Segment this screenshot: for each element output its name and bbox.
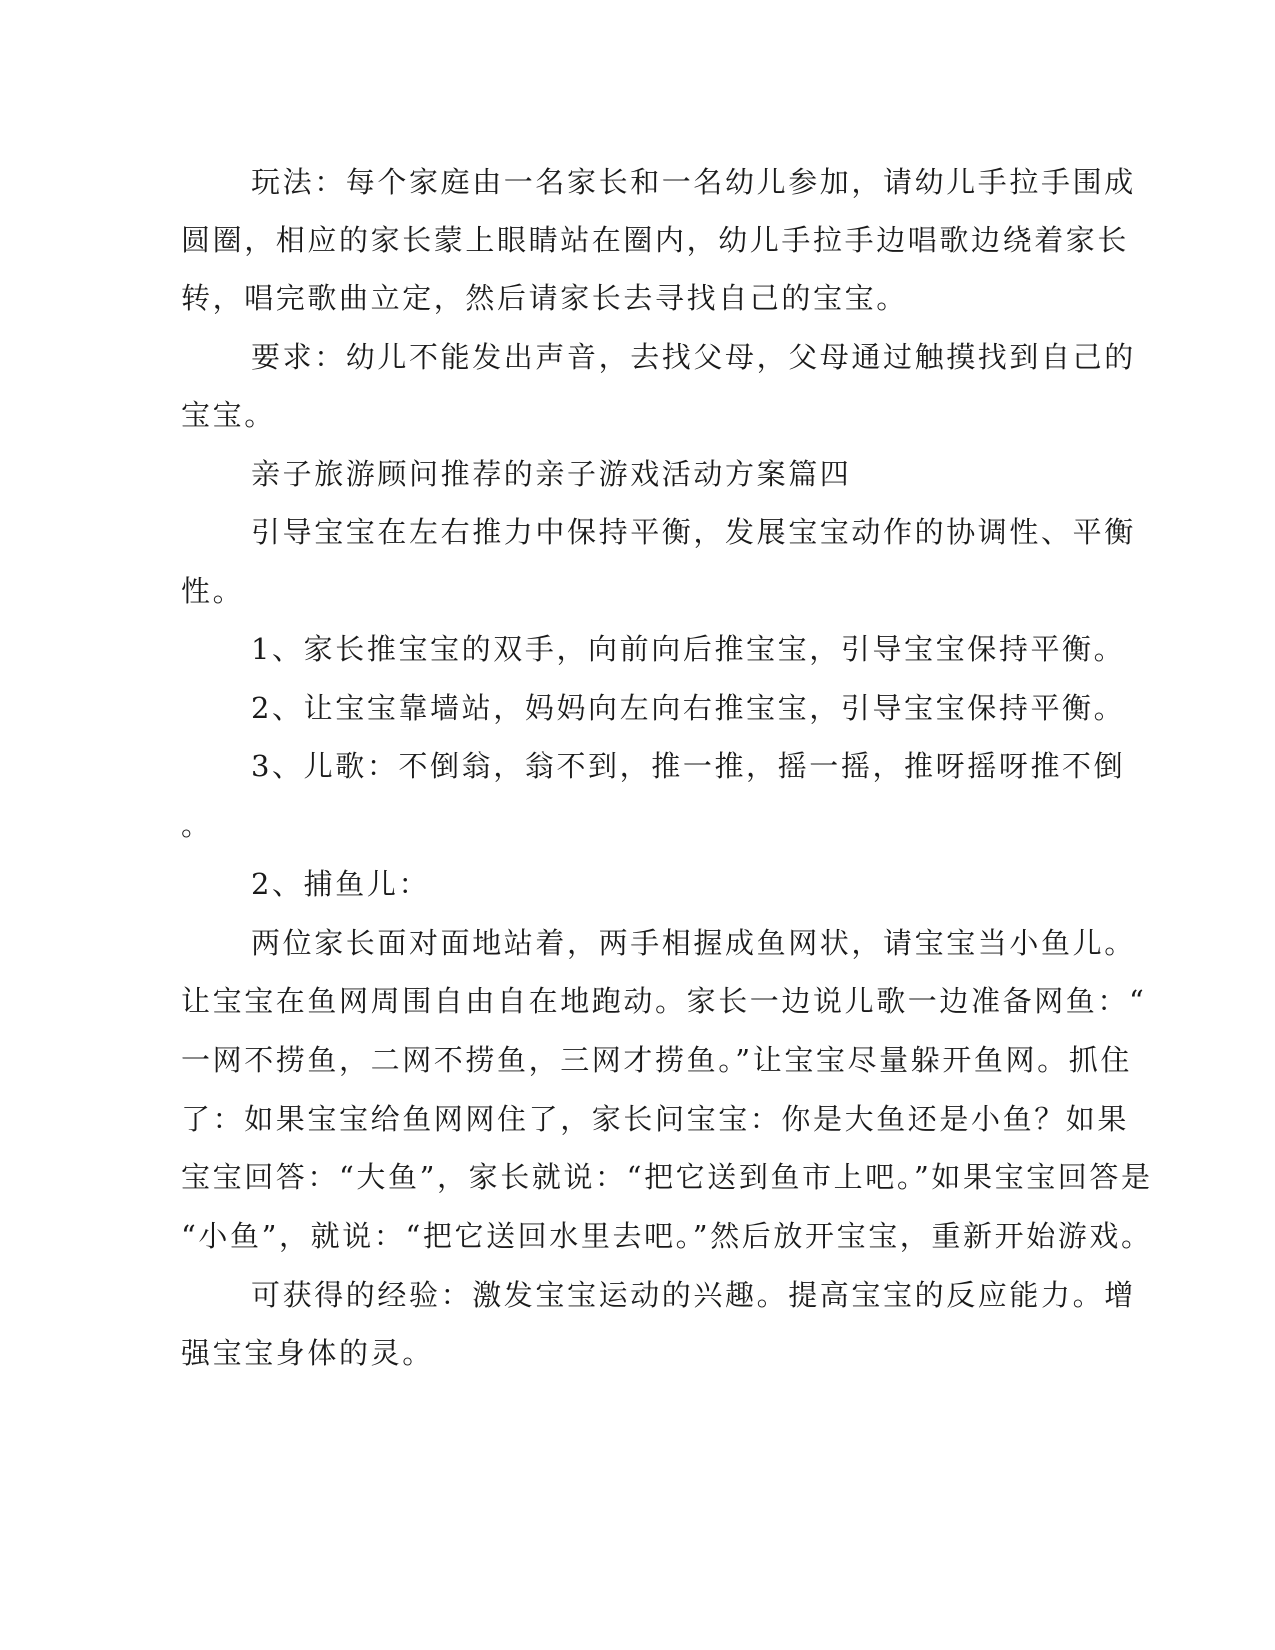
list-item: 2、让宝宝靠墙站，妈妈向左向右推宝宝，引导宝宝保持平衡。 — [251, 691, 1126, 725]
text-line: 性。 — [181, 574, 245, 608]
text-line: “小鱼”，就说：“把它送回水里去吧。”然后放开宝宝，重新开始游戏。 — [181, 1219, 1153, 1253]
text-line: 要求：幼儿不能发出声音，去找父母，父母通过触摸找到自己的 — [251, 340, 1136, 374]
list-item: 1、家长推宝宝的双手，向前向后推宝宝，引导宝宝保持平衡。 — [251, 632, 1126, 666]
text-line: 宝宝回答：“大鱼”，家长就说：“把它送到鱼市上吧。”如果宝宝回答是 — [181, 1160, 1153, 1194]
text-line: 玩法：每个家庭由一名家长和一名幼儿参加，请幼儿手拉手围成 — [251, 165, 1136, 199]
text-line: 圆圈，相应的家长蒙上眼睛站在圈内，幼儿手拉手边唱歌边绕着家长 — [181, 223, 1130, 257]
text-line: 强宝宝身体的灵。 — [181, 1336, 434, 1370]
text-line: 。 — [181, 808, 213, 842]
text-line: 一网不捞鱼，二网不捞鱼，三网才捞鱼。”让宝宝尽量躲开鱼网。抓住 — [181, 1043, 1132, 1077]
text-line: 转，唱完歌曲立定，然后请家长去寻找自己的宝宝。 — [181, 281, 908, 315]
section-heading: 亲子旅游顾问推荐的亲子游戏活动方案篇四 — [251, 457, 852, 491]
sub-heading: 2、捕鱼儿： — [251, 867, 431, 901]
text-line: 两位家长面对面地站着，两手相握成鱼网状，请宝宝当小鱼儿。 — [251, 926, 1136, 960]
text-line: 宝宝。 — [181, 398, 276, 432]
text-line: 让宝宝在鱼网周围自由自在地跑动。家长一边说儿歌一边准备网鱼：“ — [181, 984, 1147, 1018]
text-line: 引导宝宝在左右推力中保持平衡，发展宝宝动作的协调性、平衡 — [251, 515, 1136, 549]
text-line: 可获得的经验：激发宝宝运动的兴趣。提高宝宝的反应能力。增 — [251, 1278, 1136, 1312]
text-line: 了：如果宝宝给鱼网网住了，家长问宝宝：你是大鱼还是小鱼？如果 — [181, 1102, 1130, 1136]
list-item: 3、儿歌：不倒翁，翁不到，推一推，摇一摇，推呀摇呀推不倒 — [251, 749, 1126, 783]
